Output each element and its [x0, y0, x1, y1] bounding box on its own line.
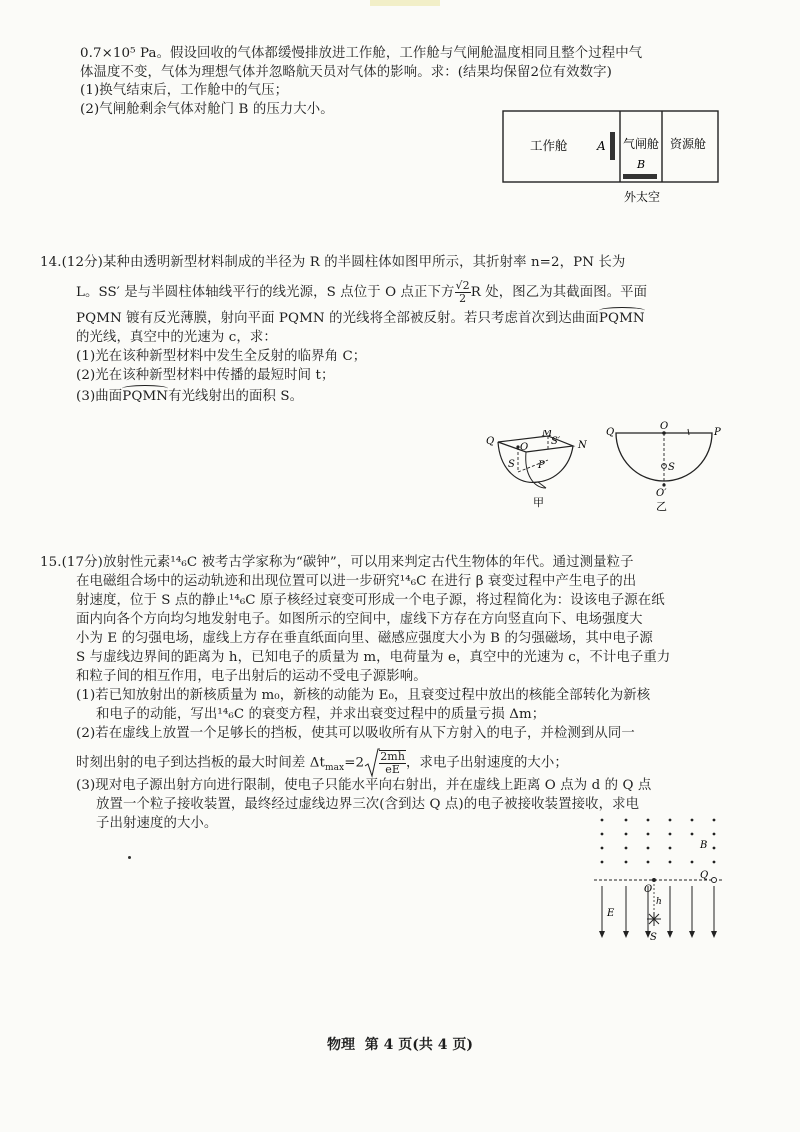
work-cabin-label: 工作舱: [530, 138, 568, 153]
door-b-bar: [623, 174, 657, 179]
q15-line6: S 与虚线边界间的距离为 h，已知电子的质量为 m，电荷量为 e，真空中的光速为 c，不计电子重力: [76, 650, 671, 665]
jia-caption: 甲: [533, 496, 544, 509]
q15-item3-l3: 子出射速度的大小。: [96, 816, 218, 831]
q14-line2-a: L。SS′ 是与半圆柱体轴线平行的线光源，S 点位于 O 点正下方: [76, 285, 455, 300]
q14-line1: 14.(12分)某种由透明新型材料制成的半径为 R 的半圆柱体如图甲所示，其折射率 n=2，PN 长为: [40, 255, 626, 270]
q14-line4: 的光线，真空中的光速为 c，求：: [76, 330, 277, 345]
field-dot: [669, 847, 672, 850]
q15-item1-l2: 和电子的动能，写出¹⁴₆C 的衰变方程，并求出衰变过程中的质量亏损 Δm；: [96, 707, 546, 722]
q15-line1: 15.(17分)放射性元素¹⁴₆C 被考古学家称为“碳钟”，可以用来判定古代生物体的年代。通过测量粒子: [40, 555, 634, 570]
q14-line2: [76, 280, 647, 305]
yi-label-o-prime: O′: [656, 488, 667, 499]
q14-line3-a: PQMN 镀有反光薄膜，射向平面 PQMN 的光线将全部被反射。若只考虑首次到达曲面: [76, 311, 599, 326]
q15-item2-l2-c: ，求电子出射速度的大小；: [406, 755, 568, 771]
field-dot: [647, 819, 650, 822]
scan-speck: [128, 856, 131, 859]
q14-item3: [76, 387, 303, 407]
field-dot: [713, 861, 716, 864]
q14-frac-den: 2: [459, 292, 467, 305]
page-footer: [0, 1034, 800, 1054]
q13-cabin-figure: [500, 108, 730, 210]
field-dot: [625, 833, 628, 836]
electron-source-star: [647, 912, 661, 926]
airlock-label: 气闸舱: [623, 137, 660, 151]
jia-label-p: P: [538, 460, 545, 471]
fig-label-q: Q: [700, 870, 709, 881]
q14-line2-b: R 处，图乙为其截面图。平面: [470, 285, 648, 300]
q15-item2-sub: max: [324, 763, 345, 774]
field-dot: [601, 861, 604, 864]
fig-label-s: S: [650, 932, 657, 943]
q14-item2: (2)光在该种新型材料中传播的最短时间 t；: [76, 368, 335, 383]
jia-label-o: O: [520, 442, 529, 453]
fig-label-e: E: [607, 908, 615, 919]
q13-item2: (2)气闸舱剩余气体对舱门 B 的压力大小。: [80, 102, 334, 117]
q15-item2-l1: (2)若在虚线上放置一个足够长的挡板，使其可以吸收所有从下方射入的电子，并检测到从同一: [76, 726, 635, 741]
jia-label-n: N: [578, 440, 587, 451]
field-dot: [625, 819, 628, 822]
field-dot: [601, 819, 604, 822]
door-b-label: B: [637, 158, 646, 171]
jia-label-m: M: [542, 430, 553, 439]
outer-space-label: 外太空: [624, 190, 661, 204]
q15-item3-l2: 放置一个粒子接收装置，最终经过虚线边界三次(含到达 Q 点)的电子被接收装置接收，求电: [96, 797, 640, 812]
field-dot: [669, 861, 672, 864]
field-dot: [625, 861, 628, 864]
field-dot: [713, 847, 716, 850]
q13-line1: 0.7×10⁵ Pa。假设回收的气体都缓慢排放进工作舱，工作舱与气闸舱温度相同且整个过程中气: [80, 46, 643, 61]
q14-item3-b: 有光线射出的面积 S。: [168, 389, 304, 404]
q15-field-figure: [588, 812, 728, 947]
field-dot: [601, 847, 604, 850]
jia-label-q: Q: [486, 436, 495, 447]
q14-item1: (1)光在该种新型材料中发生全反射的临界角 C；: [76, 349, 367, 364]
q13-item1: (1)换气结束后，工作舱中的气压；: [80, 83, 289, 98]
jia-label-s: S: [508, 459, 515, 470]
field-dot: [669, 833, 672, 836]
footer-page: 第 4 页(共 4 页): [364, 1037, 473, 1053]
field-dot: [647, 847, 650, 850]
q15-item1-l1: (1)若已知放射出的新核质量为 m₀，新核的动能为 E₀，且衰变过程中放出的核能全部转化为新核: [76, 688, 651, 703]
fig-label-o: O: [644, 884, 653, 895]
field-dot: [691, 819, 694, 822]
q15-frac-den: eE: [385, 763, 400, 776]
fig-label-b: B: [700, 840, 708, 851]
q15-fraction: [379, 750, 406, 776]
yi-label-o: O: [660, 421, 669, 432]
field-dot: [625, 847, 628, 850]
fig-label-h: h: [656, 897, 662, 907]
resource-cabin-label: 资源舱: [670, 137, 707, 151]
yi-label-q: Q: [606, 427, 615, 438]
q15-item2-l2-b: =2: [344, 755, 365, 771]
q15-frac-num: 2mh: [380, 750, 406, 763]
field-dot: [647, 861, 650, 864]
yi-caption: 乙: [656, 500, 667, 513]
q14-figure-yi: [604, 420, 724, 524]
q14-fraction: [455, 280, 471, 305]
q15-item2-l2: [76, 748, 568, 778]
q14-frac-num: √2: [455, 279, 470, 292]
q14-line3: [76, 309, 645, 329]
q15-line2: 在电磁组合场中的运动轨迹和出现位置可以进一步研究¹⁴₆C 在进行 β 衰变过程中产生电子的出: [76, 574, 637, 589]
q14-item3-arc: PQMN: [122, 387, 168, 407]
q15-line4: 面内向各个方向均匀地发射电子。如图所示的空间中，虚线下方存在方向竖直向下、电场强度大: [76, 612, 643, 627]
q15-line7: 和粒子间的相互作用，电子出射后的运动不受电子源影响。: [76, 669, 427, 684]
q14-figure-jia: [478, 430, 600, 510]
q14-item3-a: (3)曲面: [76, 389, 123, 404]
field-dot: [713, 833, 716, 836]
top-edge-tint: [370, 0, 440, 6]
q15-item3-l1: (3)现对电子源出射方向进行限制，使电子只能水平向右射出，并在虚线上距离 O 点为 d 的 Q 点: [76, 778, 652, 793]
footer-subject: 物理: [327, 1037, 355, 1053]
field-dot: [691, 861, 694, 864]
door-a-bar: [610, 132, 615, 160]
q15-line3: 射速度，位于 S 点的静止¹⁴₆C 原子核经过衰变可形成一个电子源，将过程简化为：设该电子源在纸: [76, 593, 665, 608]
field-dot: [691, 833, 694, 836]
q14-line3-arc: PQMN: [599, 309, 645, 329]
magnetic-field-dots: [601, 819, 716, 864]
q15-sqrt: [364, 748, 406, 778]
q15-item2-l2-a: 时刻出射的电子到达挡板的最大时间差 Δt: [76, 755, 325, 771]
jia-label-s-prime: S′: [551, 436, 561, 447]
yi-label-p: P: [714, 427, 721, 438]
q13-line2: 体温度不变，气体为理想气体并忽略航天员对气体的影响。求：(结果均保留2位有效数字): [80, 65, 612, 80]
field-dot: [669, 819, 672, 822]
field-dot: [601, 833, 604, 836]
field-dot: [713, 819, 716, 822]
door-a-label: A: [597, 139, 606, 153]
yi-label-s: S: [668, 462, 675, 473]
field-dot: [647, 833, 650, 836]
q15-line5: 小为 E 的匀强电场，虚线上方存在垂直纸面向里、磁感应强度大小为 B 的匀强磁场，其中电子源: [76, 631, 653, 646]
